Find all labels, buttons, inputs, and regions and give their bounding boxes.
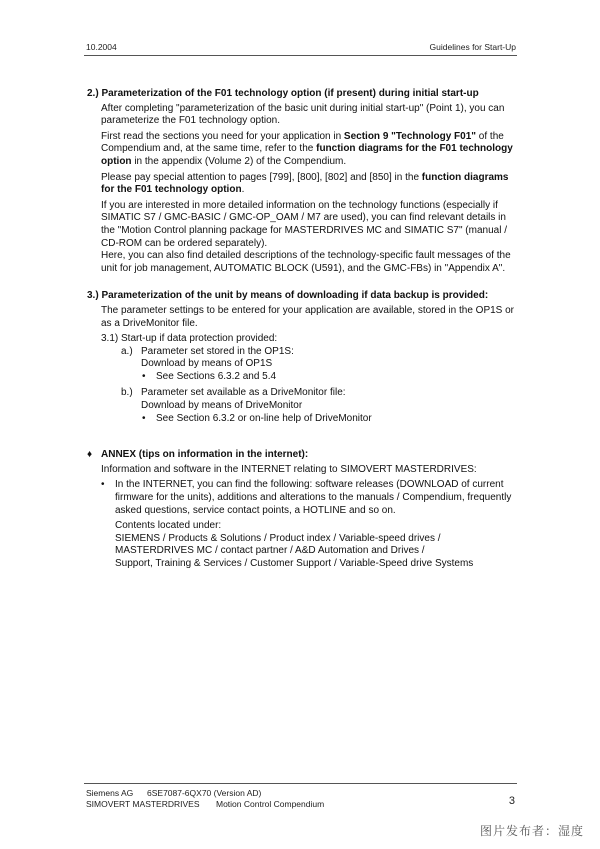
section-2-para-2: First read the sections you need for your application in Section 9 "Technology F01" of the Compendium and, at the same time, refer to the function diagrams for the F01 technology option in the appendix (Volume 2) of the Compendium. — [101, 130, 513, 167]
section-3-1 — [101, 333, 517, 425]
section-2-heading: 2.) Parameterization of the F01 technology option (if present) during initial start-up — [87, 88, 479, 99]
footer-product: SIMOVERT MASTERDRIVES — [86, 799, 200, 809]
section-2-para-4: If you are interested in more detailed information on the technology functions (especially if SIMATIC S7 / GMC-BASIC / GMC-OP_OAM / M7 are used), you can find relevant details in the "Motion Control planning package for MASTERDRIVES MC and SIMATIC S7" (manual / CD-ROM can be ordered separately). — [101, 199, 507, 249]
section-2-para-3: Please pay special attention to pages [799], [800], [802] and [850] in the function diagrams for the F01 technology option. — [101, 171, 509, 196]
section-3-1-heading: 3.1) Start-up if data protection provided: — [101, 333, 278, 345]
watermark: 图片发布者：湿度 — [479, 824, 584, 838]
annex-intro: Information and software in the INTERNET relating to SIMOVERT MASTERDRIVES: — [101, 463, 477, 475]
contents-path-2: MASTERDRIVES MC / contact partner / A&D Automation and Drives / — [115, 545, 425, 557]
header-rule — [84, 55, 517, 56]
section-2-para-1: After completing "parameterization of the basic unit during initial start-up" (Point 1), you can parameterize the F01 technology option. — [101, 102, 505, 127]
footer-document: Motion Control Compendium — [216, 799, 325, 809]
list-item-a: a.) Parameter set stored in the OP1S: Download by means of OP1S • See Sections 6.3.2 and 5.4 — [121, 345, 294, 382]
header-date: 10.2004 — [86, 42, 117, 52]
contents-path-3: Support, Training & Services / Customer Support / Variable-Speed drive Systems — [115, 558, 474, 569]
annex-bullet: • In the INTERNET, you can find the following: software releases (DOWNLOAD of current firmware for the units), additions and alterations to the manuals / Compendium, frequently asked questions, service contact points, a HOTLINE and so on. Contents located under: SIEMENS / Products & Solutions / Product index / Variable-speed drives / MASTERDRIVES MC / contact partner / A&D Automation and Drives / Support, Training & Services / Customer Support / Variable-Speed drive Systems — [101, 479, 517, 570]
footer-company: Siemens AG — [86, 788, 134, 798]
page-number: 3 — [508, 795, 515, 807]
contents-path-1: SIEMENS / Products & Solutions / Product index / Variable-speed drives / — [115, 532, 441, 544]
contents-label: Contents located under: — [115, 520, 222, 532]
list-item-b: b.) Parameter set available as a DriveMonitor file: Download by means of DriveMonitor • See Section 6.3.2 or on-line help of DriveMonitor — [121, 387, 372, 424]
page-content — [87, 88, 517, 571]
list-item-b-bullet: • See Section 6.3.2 or on-line help of DriveMonitor — [142, 412, 372, 424]
footer-rule — [84, 783, 517, 784]
section-3-para-1: The parameter settings to be entered for your application are available, stored in the OP1S or as a DriveMonitor file. — [101, 304, 515, 329]
annex-heading: ♦ ANNEX (tips on information in the internet): — [87, 449, 309, 461]
list-item-a-bullet: • See Sections 6.3.2 and 5.4 — [142, 370, 277, 382]
header-title: Guidelines for Start-Up — [429, 42, 516, 52]
footer-order-number: 6SE7087-6QX70 (Version AD) — [147, 788, 262, 798]
section-2-para-5: Here, you can also find detailed descriptions of the technology-specific fault messages of the unit for job management, AUTOMATIC BLOCK (U591), and the GMC-FBs) in "Appendix A". — [101, 250, 511, 274]
section-3-heading: 3.) Parameterization of the unit by means of downloading if data backup is provided: — [87, 290, 489, 302]
diamond-bullet-icon: ♦ — [87, 449, 93, 461]
